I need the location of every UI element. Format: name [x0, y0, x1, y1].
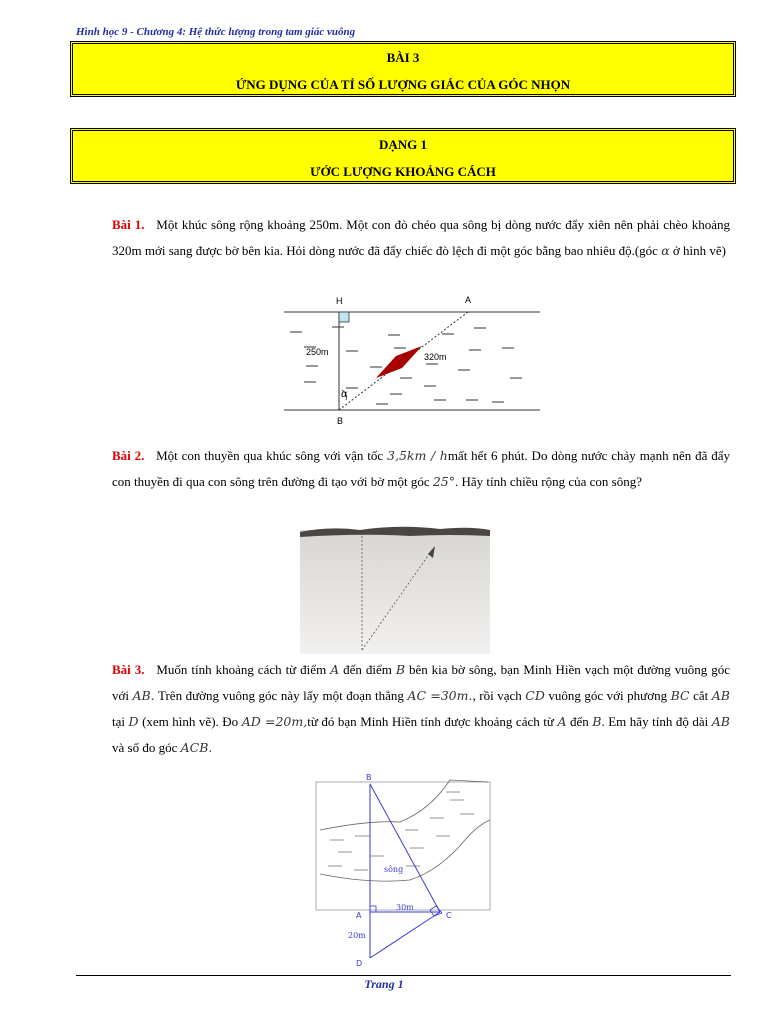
problem-1-text-a: Một khúc sông rộng khoảng 250m. Một con đò chéo qua sông bị dòng nước đẩy xiên nên phải chèo khoảng 320m mới sang được bờ bên kia. Hỏi dòng nước đã đẩy chiếc đò lệch đi một góc bằng bao nhiêu độ.(góc [112, 217, 731, 258]
math-b: B [592, 714, 602, 729]
point-b-label: B [366, 773, 372, 782]
math-ab: AB [711, 714, 730, 729]
problem-2-text-b: mất hết 6 phút. Do dòng nước chảy mạnh nên đã đẩy con thuyền đi qua con sông trên đường đi tạo với bờ một góc [112, 448, 731, 489]
problem-2-angle: 25° [432, 474, 455, 489]
problem-3 [112, 657, 730, 761]
math-ac: AC =30m. [407, 688, 473, 703]
problem-3-text: . Em hãy tính độ dài [601, 714, 712, 729]
problem-2-text-c: . Hãy tính chiều rộng của con sông? [455, 474, 643, 489]
point-a-label: A [356, 911, 362, 920]
problem-3-text: Trên đường vuông góc này lấy một đoạn thẳng [154, 688, 408, 703]
right-angle-marker [370, 906, 376, 912]
problem-1 [112, 212, 730, 264]
problem-2-label: Bài 2. [112, 448, 145, 463]
point-b-label: B [337, 416, 344, 426]
problem-3-text: từ đó bạn Minh Hiền tính được khoảng cách từ [307, 714, 558, 729]
lesson-title-box [70, 41, 736, 97]
problem-3-text: Muốn tính khoảng cách từ điểm [156, 662, 331, 677]
path-length-label: 320m [424, 352, 447, 362]
page-number: Trang 1 [364, 977, 404, 991]
problem-2-text-a: Một con thuyền qua khúc sông với vận tốc [156, 448, 388, 463]
problem-1-text-b: ở hình vẽ) [669, 243, 726, 258]
river-label: sông [384, 865, 404, 874]
ad-length-label: 20m [348, 931, 366, 940]
point-c-label: C [446, 911, 452, 920]
math-a: A [557, 714, 567, 729]
lesson-title: ỨNG DỤNG CỦA TỈ SỐ LƯỢNG GIÁC CỦA GÓC NHỌN [235, 77, 571, 92]
problem-3-text: đến điểm [339, 662, 396, 677]
angle-alpha-label: α [341, 389, 348, 400]
lesson-number: BÀI 3 [386, 50, 420, 65]
problem-3-text: và số đo góc [112, 740, 181, 755]
math-bc: BC [670, 688, 690, 703]
problem-3-text: , rồi vạch [472, 688, 526, 703]
section-number: DẠNG 1 [378, 137, 428, 152]
problem-3-text: (xem hình vẽ). Đo [138, 714, 242, 729]
math-ab: AB. [132, 688, 155, 703]
math-d: D [128, 714, 139, 729]
problem-3-label: Bài 3. [112, 662, 145, 677]
problem-2 [112, 443, 730, 495]
problem-1-label: Bài 1. [112, 217, 145, 232]
problem-3-text: đến [566, 714, 593, 729]
math-acb: ACB. [180, 740, 213, 755]
river-distance-figure [310, 770, 505, 970]
point-d-label: D [356, 959, 363, 968]
section-title: ƯỚC LƯỢNG KHOẢNG CÁCH [310, 164, 496, 179]
math-a: A [330, 662, 340, 677]
problem-3-text: bên kia bờ sông, bạn Minh Hiền vạch một đường vuông góc với [112, 662, 730, 703]
boat-crossing-photo [300, 524, 490, 654]
math-ab: AB [711, 688, 730, 703]
river-crossing-figure [284, 290, 544, 430]
problem-3-text: vuông góc với phương [544, 688, 671, 703]
boat-icon [376, 346, 422, 378]
width-label: 250m [306, 347, 329, 357]
point-h-label: H [336, 296, 343, 306]
right-angle-marker [339, 312, 349, 322]
math-b: B [395, 662, 405, 677]
math-ad: AD =20m, [241, 714, 308, 729]
footer-divider [76, 975, 731, 976]
page-header: Hình học 9 - Chương 4: Hệ thức lượng trong tam giác vuông [76, 26, 356, 38]
problem-2-speed: 3,5km / h [387, 448, 448, 463]
problem-1-alpha: α [661, 243, 670, 258]
ac-length-label: 30m [396, 903, 414, 912]
section-title-box [70, 128, 736, 184]
problem-3-text: cắt [689, 688, 712, 703]
math-cd: CD [525, 688, 545, 703]
problem-3-text: tại [112, 714, 129, 729]
point-a-label: A [465, 295, 472, 305]
